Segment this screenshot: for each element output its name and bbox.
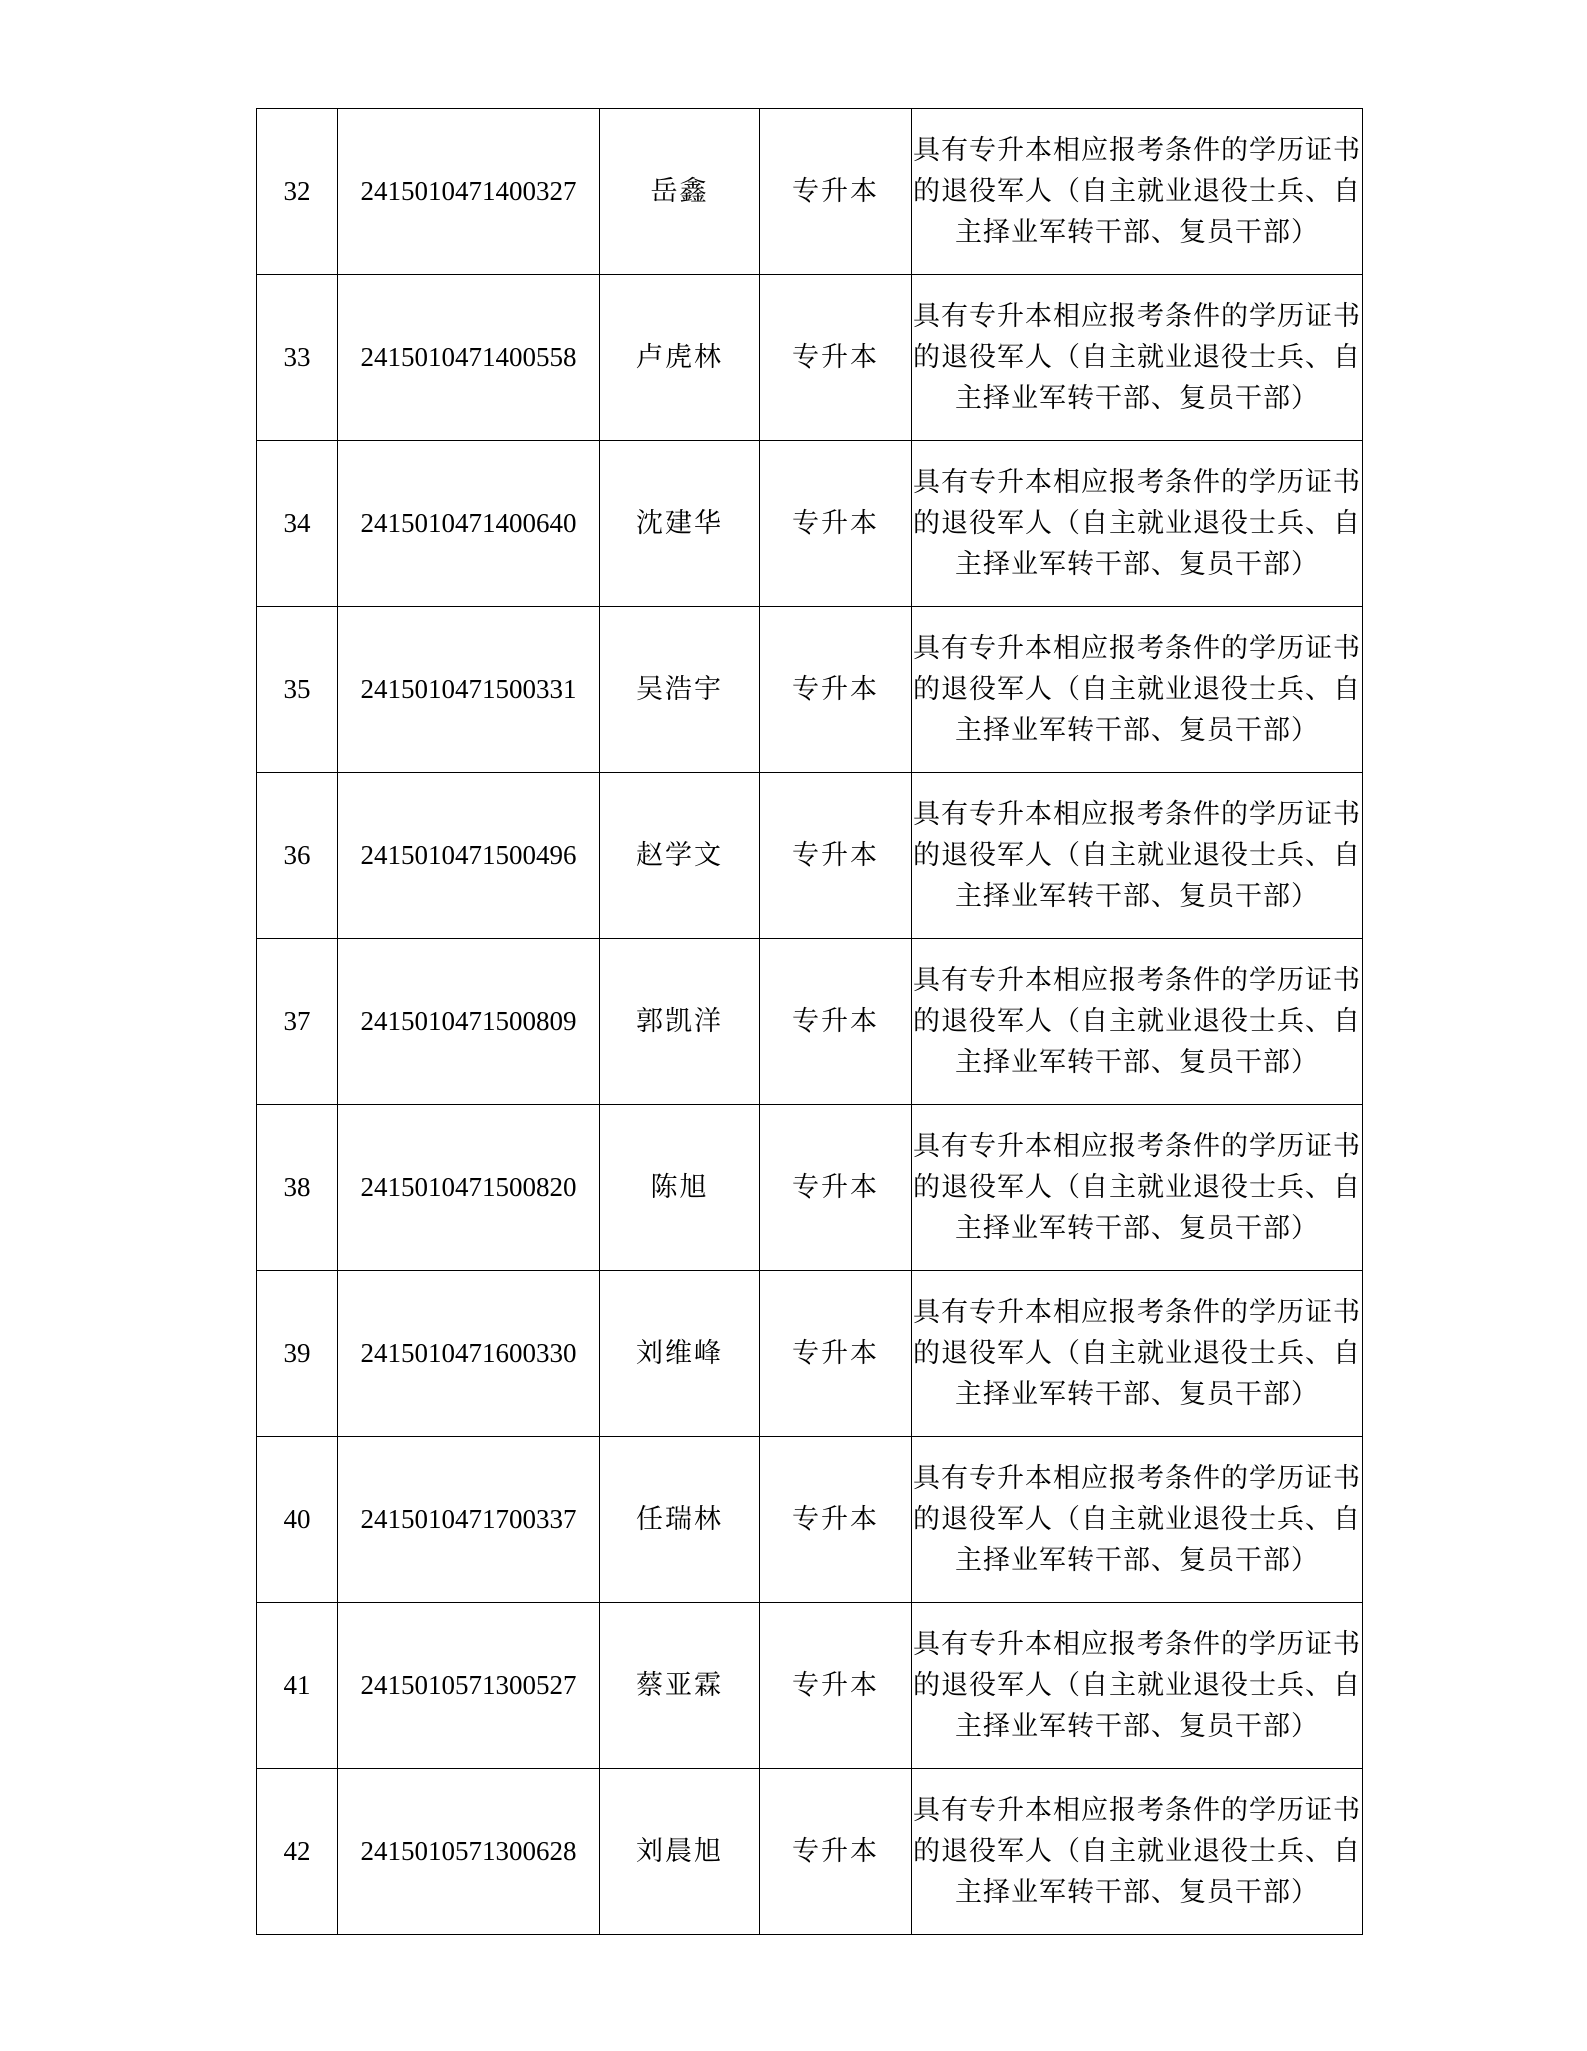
- serial-number-cell: 35: [257, 607, 338, 773]
- eligibility-condition-text: 具有专升本相应报考条件的学历证书的退役军人（自主就业退役士兵、自主择业军转干部、复员干部）: [913, 965, 1361, 1078]
- exam-type-cell: 专升本: [760, 1271, 912, 1437]
- candidate-name-cell: 陈旭: [600, 1105, 760, 1271]
- candidate-name-cell: 岳鑫: [600, 109, 760, 275]
- eligibility-condition-cell: [912, 607, 1363, 773]
- eligibility-condition-cell: [912, 939, 1363, 1105]
- candidate-name-cell: 任瑞林: [600, 1437, 760, 1603]
- table-row: [257, 1603, 1363, 1769]
- eligibility-condition-text: 具有专升本相应报考条件的学历证书的退役军人（自主就业退役士兵、自主择业军转干部、复员干部）: [913, 467, 1361, 580]
- exam-type-cell: 专升本: [760, 109, 912, 275]
- serial-number-cell: 37: [257, 939, 338, 1105]
- eligibility-condition-text: 具有专升本相应报考条件的学历证书的退役军人（自主就业退役士兵、自主择业军转干部、复员干部）: [913, 1463, 1361, 1576]
- exam-type-cell: 专升本: [760, 1603, 912, 1769]
- eligibility-condition-text: 具有专升本相应报考条件的学历证书的退役军人（自主就业退役士兵、自主择业军转干部、复员干部）: [913, 799, 1361, 912]
- eligibility-condition-cell: [912, 1271, 1363, 1437]
- table-row: [257, 109, 1363, 275]
- candidate-name-cell: 刘晨旭: [600, 1769, 760, 1935]
- eligibility-condition-cell: [912, 1769, 1363, 1935]
- serial-number-cell: 32: [257, 109, 338, 275]
- table-row: [257, 773, 1363, 939]
- eligibility-condition-text: 具有专升本相应报考条件的学历证书的退役军人（自主就业退役士兵、自主择业军转干部、复员干部）: [913, 301, 1361, 414]
- candidate-name-cell: 沈建华: [600, 441, 760, 607]
- eligibility-condition-text: 具有专升本相应报考条件的学历证书的退役军人（自主就业退役士兵、自主择业军转干部、复员干部）: [913, 1297, 1361, 1410]
- serial-number-cell: 42: [257, 1769, 338, 1935]
- serial-number-cell: 33: [257, 275, 338, 441]
- exam-type-cell: 专升本: [760, 1105, 912, 1271]
- candidate-name-cell: 刘维峰: [600, 1271, 760, 1437]
- exam-ticket-number-cell: 2415010471500820: [338, 1105, 600, 1271]
- eligibility-condition-text: 具有专升本相应报考条件的学历证书的退役军人（自主就业退役士兵、自主择业军转干部、复员干部）: [913, 135, 1361, 248]
- eligibility-condition-text: 具有专升本相应报考条件的学历证书的退役军人（自主就业退役士兵、自主择业军转干部、复员干部）: [913, 1629, 1361, 1742]
- eligibility-condition-cell: [912, 1105, 1363, 1271]
- table-row: [257, 1271, 1363, 1437]
- candidate-name-cell: 赵学文: [600, 773, 760, 939]
- eligibility-condition-cell: [912, 1603, 1363, 1769]
- table-row: [257, 275, 1363, 441]
- serial-number-cell: 38: [257, 1105, 338, 1271]
- exam-ticket-number-cell: 2415010471400327: [338, 109, 600, 275]
- candidate-table: [256, 108, 1363, 1935]
- exam-type-cell: 专升本: [760, 1769, 912, 1935]
- eligibility-condition-cell: [912, 773, 1363, 939]
- exam-type-cell: 专升本: [760, 1437, 912, 1603]
- exam-ticket-number-cell: 2415010471400558: [338, 275, 600, 441]
- eligibility-condition-text: 具有专升本相应报考条件的学历证书的退役军人（自主就业退役士兵、自主择业军转干部、复员干部）: [913, 1131, 1361, 1244]
- candidate-name-cell: 郭凯洋: [600, 939, 760, 1105]
- exam-type-cell: 专升本: [760, 275, 912, 441]
- exam-ticket-number-cell: 2415010471600330: [338, 1271, 600, 1437]
- exam-type-cell: 专升本: [760, 773, 912, 939]
- table-row: [257, 441, 1363, 607]
- candidate-name-cell: 吴浩宇: [600, 607, 760, 773]
- exam-ticket-number-cell: 2415010471500809: [338, 939, 600, 1105]
- serial-number-cell: 40: [257, 1437, 338, 1603]
- candidate-name-cell: 卢虎林: [600, 275, 760, 441]
- table-row: [257, 939, 1363, 1105]
- table-row: [257, 1105, 1363, 1271]
- candidate-name-cell: 蔡亚霖: [600, 1603, 760, 1769]
- serial-number-cell: 36: [257, 773, 338, 939]
- serial-number-cell: 34: [257, 441, 338, 607]
- exam-ticket-number-cell: 2415010571300527: [338, 1603, 600, 1769]
- exam-ticket-number-cell: 2415010471700337: [338, 1437, 600, 1603]
- eligibility-condition-cell: [912, 1437, 1363, 1603]
- exam-type-cell: 专升本: [760, 607, 912, 773]
- table-row: [257, 1437, 1363, 1603]
- exam-ticket-number-cell: 2415010471400640: [338, 441, 600, 607]
- table-row: [257, 1769, 1363, 1935]
- serial-number-cell: 39: [257, 1271, 338, 1437]
- candidate-table-body: [257, 109, 1363, 1935]
- exam-ticket-number-cell: 2415010471500496: [338, 773, 600, 939]
- exam-ticket-number-cell: 2415010471500331: [338, 607, 600, 773]
- eligibility-condition-cell: [912, 109, 1363, 275]
- eligibility-condition-text: 具有专升本相应报考条件的学历证书的退役军人（自主就业退役士兵、自主择业军转干部、复员干部）: [913, 633, 1361, 746]
- eligibility-condition-cell: [912, 275, 1363, 441]
- exam-type-cell: 专升本: [760, 441, 912, 607]
- exam-type-cell: 专升本: [760, 939, 912, 1105]
- serial-number-cell: 41: [257, 1603, 338, 1769]
- eligibility-condition-cell: [912, 441, 1363, 607]
- eligibility-condition-text: 具有专升本相应报考条件的学历证书的退役军人（自主就业退役士兵、自主择业军转干部、复员干部）: [913, 1795, 1361, 1908]
- table-row: [257, 607, 1363, 773]
- exam-ticket-number-cell: 2415010571300628: [338, 1769, 600, 1935]
